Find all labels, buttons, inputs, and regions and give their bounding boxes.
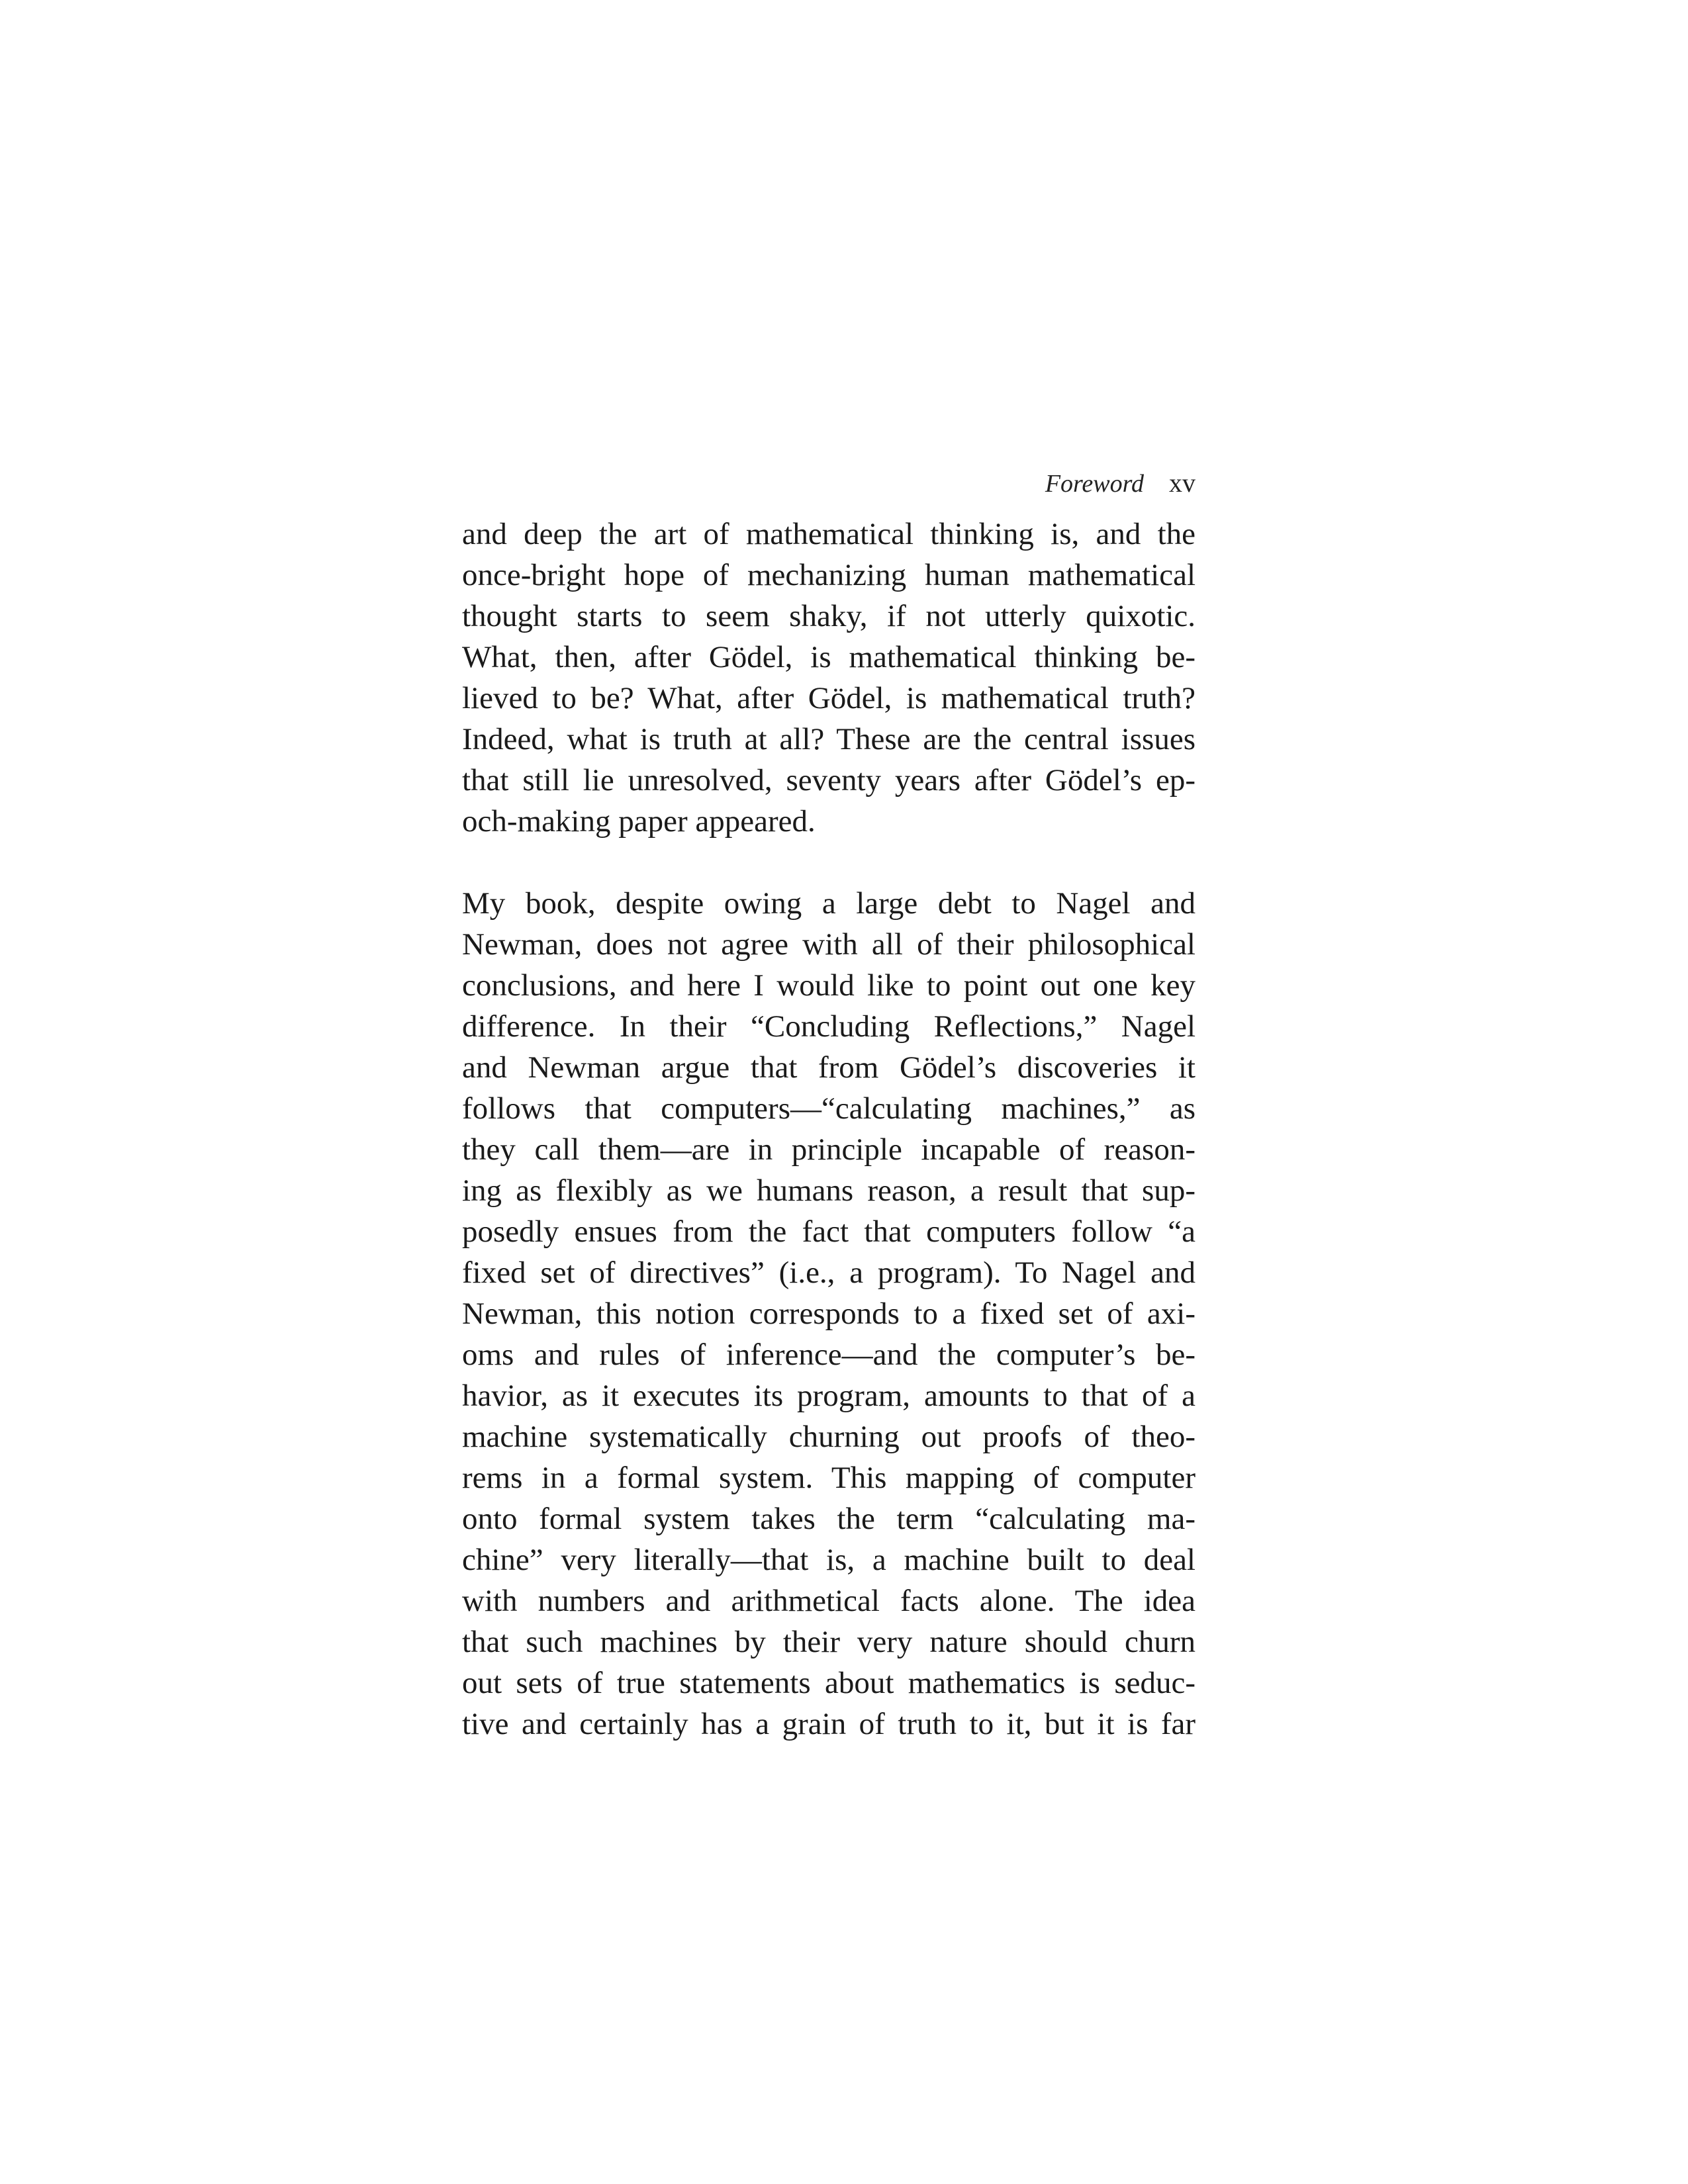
text-line: difference. In their “Concluding Reflections,” Nagel bbox=[462, 1009, 1196, 1044]
paragraph-1 bbox=[462, 514, 1196, 842]
text-line: tive and certainly has a grain of truth to it, but it is far bbox=[462, 1707, 1196, 1741]
text-line: chine” very literally—that is, a machine built to deal bbox=[462, 1543, 1196, 1577]
text-line: Indeed, what is truth at all? These are the central issues bbox=[462, 722, 1196, 756]
text-line: and Newman argue that from Gödel’s discoveries it bbox=[462, 1050, 1196, 1085]
text-line: onto formal system takes the term “calculating ma- bbox=[462, 1502, 1196, 1536]
text-line: that still lie unresolved, seventy years after Gödel’s ep- bbox=[462, 763, 1196, 797]
text-line: rems in a formal system. This mapping of computer bbox=[462, 1461, 1196, 1495]
text-line: Newman, does not agree with all of their philosophical bbox=[462, 927, 1196, 962]
body-text bbox=[462, 514, 1196, 1745]
running-head bbox=[462, 463, 1196, 504]
text-line: follows that computers—“calculating machines,” as bbox=[462, 1091, 1196, 1126]
text-line: havior, as it executes its program, amounts to that of a bbox=[462, 1379, 1196, 1413]
paragraph-spacer bbox=[462, 842, 1196, 883]
text-line: fixed set of directives” (i.e., a program). To Nagel and bbox=[462, 1255, 1196, 1290]
text-line: once-bright hope of mechanizing human mathematical bbox=[462, 558, 1196, 592]
text-line: My book, despite owing a large debt to Nagel and bbox=[462, 886, 1196, 921]
page-number: xv bbox=[1169, 468, 1196, 498]
text-line: Newman, this notion corresponds to a fixed set of axi- bbox=[462, 1297, 1196, 1331]
text-line: and deep the art of mathematical thinking is, and the bbox=[462, 517, 1196, 551]
text-line: och-making paper appeared. bbox=[462, 804, 816, 839]
text-line: lieved to be? What, after Gödel, is mathematical truth? bbox=[462, 681, 1196, 715]
text-line: conclusions, and here I would like to point out one key bbox=[462, 968, 1196, 1003]
text-line: oms and rules of inference—and the computer’s be- bbox=[462, 1338, 1196, 1372]
text-line: out sets of true statements about mathematics is seduc- bbox=[462, 1666, 1196, 1700]
text-line: What, then, after Gödel, is mathematical thinking be- bbox=[462, 640, 1196, 674]
text-line: machine systematically churning out proofs of theo- bbox=[462, 1420, 1196, 1454]
text-line: that such machines by their very nature should churn bbox=[462, 1625, 1196, 1659]
text-line: thought starts to seem shaky, if not utterly quixotic. bbox=[462, 599, 1196, 633]
running-head-section: Foreword bbox=[1045, 470, 1144, 498]
text-line: with numbers and arithmetical facts alone. The idea bbox=[462, 1584, 1196, 1618]
paragraph-2 bbox=[462, 883, 1196, 1745]
text-line: they call them—are in principle incapable of reason- bbox=[462, 1132, 1196, 1167]
text-line: posedly ensues from the fact that computers follow “a bbox=[462, 1214, 1196, 1249]
text-line: ing as flexibly as we humans reason, a result that sup- bbox=[462, 1173, 1196, 1208]
